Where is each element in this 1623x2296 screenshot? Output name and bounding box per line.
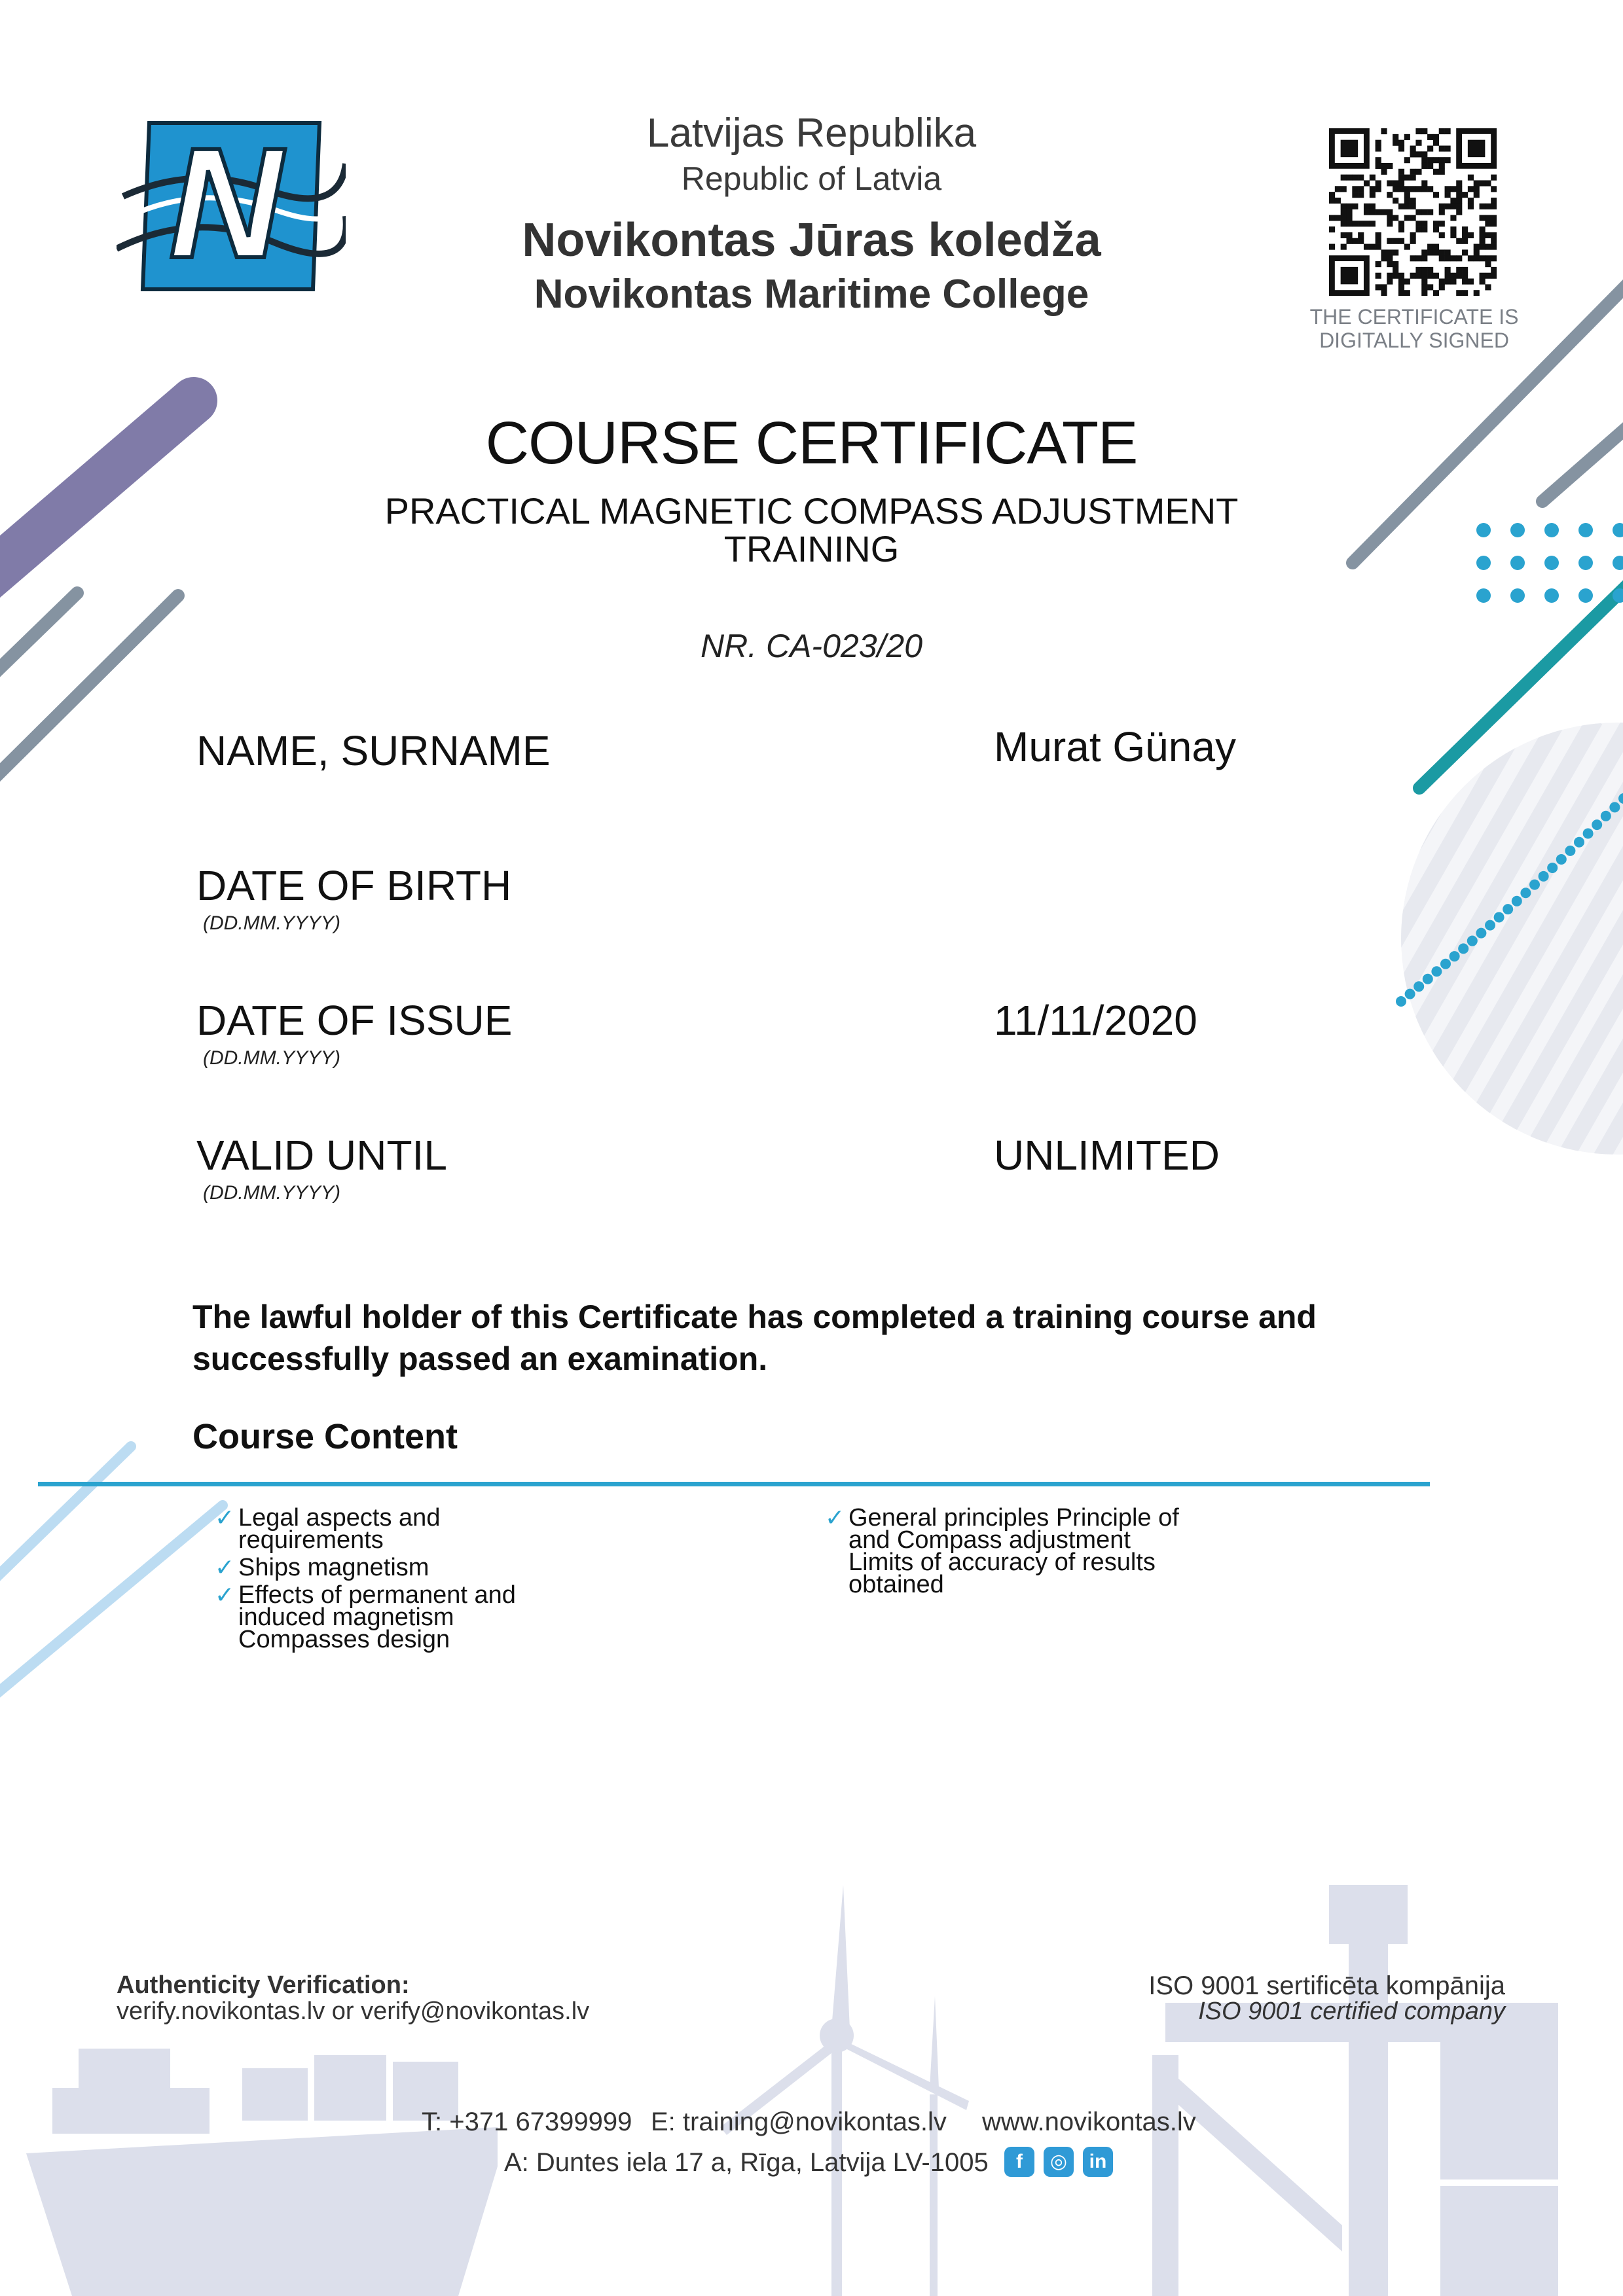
list-item-text: Effects of permanent and — [238, 1581, 516, 1609]
college-name-lv: Novikontas Jūras koledža — [522, 214, 1101, 266]
list-item-text: General principles Principle of — [848, 1504, 1179, 1532]
contact-email[interactable]: E: training@novikontas.lv — [651, 2108, 947, 2136]
issue-value: 11/11/2020 — [994, 997, 1197, 1044]
course-name-line1: PRACTICAL MAGNETIC COMPASS ADJUSTMENT — [384, 490, 1239, 531]
list-item — [215, 1556, 739, 1579]
iso-text-en: ISO 9001 certified company — [1198, 1998, 1505, 2025]
certificate-number: NR. CA-023/20 — [700, 628, 923, 664]
logo-letter: N — [169, 115, 283, 291]
striped-circle — [746, 720, 1623, 1178]
check-icon: ✓ — [215, 1554, 235, 1581]
authenticity-title: Authenticity Verification: — [117, 1971, 410, 1999]
list-item-text: Legal aspects and — [238, 1504, 441, 1532]
list-item-text: and Compass adjustment — [848, 1526, 1131, 1554]
check-icon: ✓ — [215, 1504, 235, 1531]
name-value: Murat Günay — [994, 723, 1236, 770]
course-content-title: Course Content — [192, 1417, 458, 1456]
iso-text-lv: ISO 9001 sertificēta kompānija — [1148, 1971, 1505, 2000]
linkedin-icon[interactable]: in — [1083, 2147, 1113, 2177]
certificate-title: COURSE CERTIFICATE — [485, 410, 1138, 476]
valid-value: UNLIMITED — [994, 1132, 1220, 1179]
country-name-en: Republic of Latvia — [681, 160, 942, 197]
valid-format: (DD.MM.YYYY) — [203, 1182, 340, 1204]
facebook-icon[interactable]: f — [1004, 2147, 1034, 2177]
list-item — [825, 1504, 1349, 1598]
list-item-text: Limits of accuracy of results — [848, 1549, 1156, 1576]
country-name-lv: Latvijas Republika — [646, 111, 977, 156]
college-name-en: Novikontas Maritime College — [534, 272, 1089, 317]
footer-silhouettes — [26, 1885, 1558, 2296]
authenticity-text[interactable]: verify.novikontas.lv or verify@novikontas.lv — [117, 1998, 590, 2025]
issue-label: DATE OF ISSUE — [196, 997, 513, 1044]
qr-note-line1: THE CERTIFICATE IS — [1309, 305, 1519, 329]
course-content-divider — [38, 1482, 1430, 1486]
dob-format: (DD.MM.YYYY) — [203, 912, 340, 934]
qr-note-line2: DIGITALLY SIGNED — [1319, 329, 1509, 352]
statement-line2: successfully passed an examination. — [192, 1340, 768, 1377]
list-item-text: obtained — [848, 1571, 944, 1598]
name-label: NAME, SURNAME — [196, 727, 551, 774]
qr-code[interactable] — [1329, 128, 1497, 296]
qr-code-graphic — [1329, 128, 1497, 296]
check-icon: ✓ — [215, 1581, 235, 1608]
list-item — [215, 1504, 739, 1554]
instagram-icon[interactable]: ◎ — [1044, 2147, 1074, 2177]
list-item-text: Ships magnetism — [238, 1554, 429, 1581]
list-item-text: induced magnetism — [238, 1604, 454, 1631]
course-name-line2: TRAINING — [723, 528, 900, 569]
course-content-column-1 — [215, 1504, 739, 1656]
course-content-column-2 — [825, 1504, 1349, 1601]
contact-phone[interactable]: T: +371 67399999 — [422, 2108, 632, 2136]
dob-label: DATE OF BIRTH — [196, 862, 512, 909]
list-item-text: requirements — [238, 1526, 384, 1554]
list-item-text: Compasses design — [238, 1626, 450, 1653]
digital-signature-note — [1306, 305, 1522, 352]
course-name — [0, 492, 1623, 568]
check-icon: ✓ — [825, 1504, 845, 1531]
list-item — [215, 1581, 739, 1653]
contact-website[interactable]: www.novikontas.lv — [982, 2108, 1196, 2136]
completion-statement — [192, 1296, 1371, 1380]
valid-label: VALID UNTIL — [196, 1132, 447, 1179]
issue-format: (DD.MM.YYYY) — [203, 1047, 340, 1069]
statement-line1: The lawful holder of this Certificate has completed a training course and — [192, 1299, 1317, 1335]
contact-address: A: Duntes iela 17 a, Rīga, Latvija LV-1005 — [504, 2148, 989, 2177]
